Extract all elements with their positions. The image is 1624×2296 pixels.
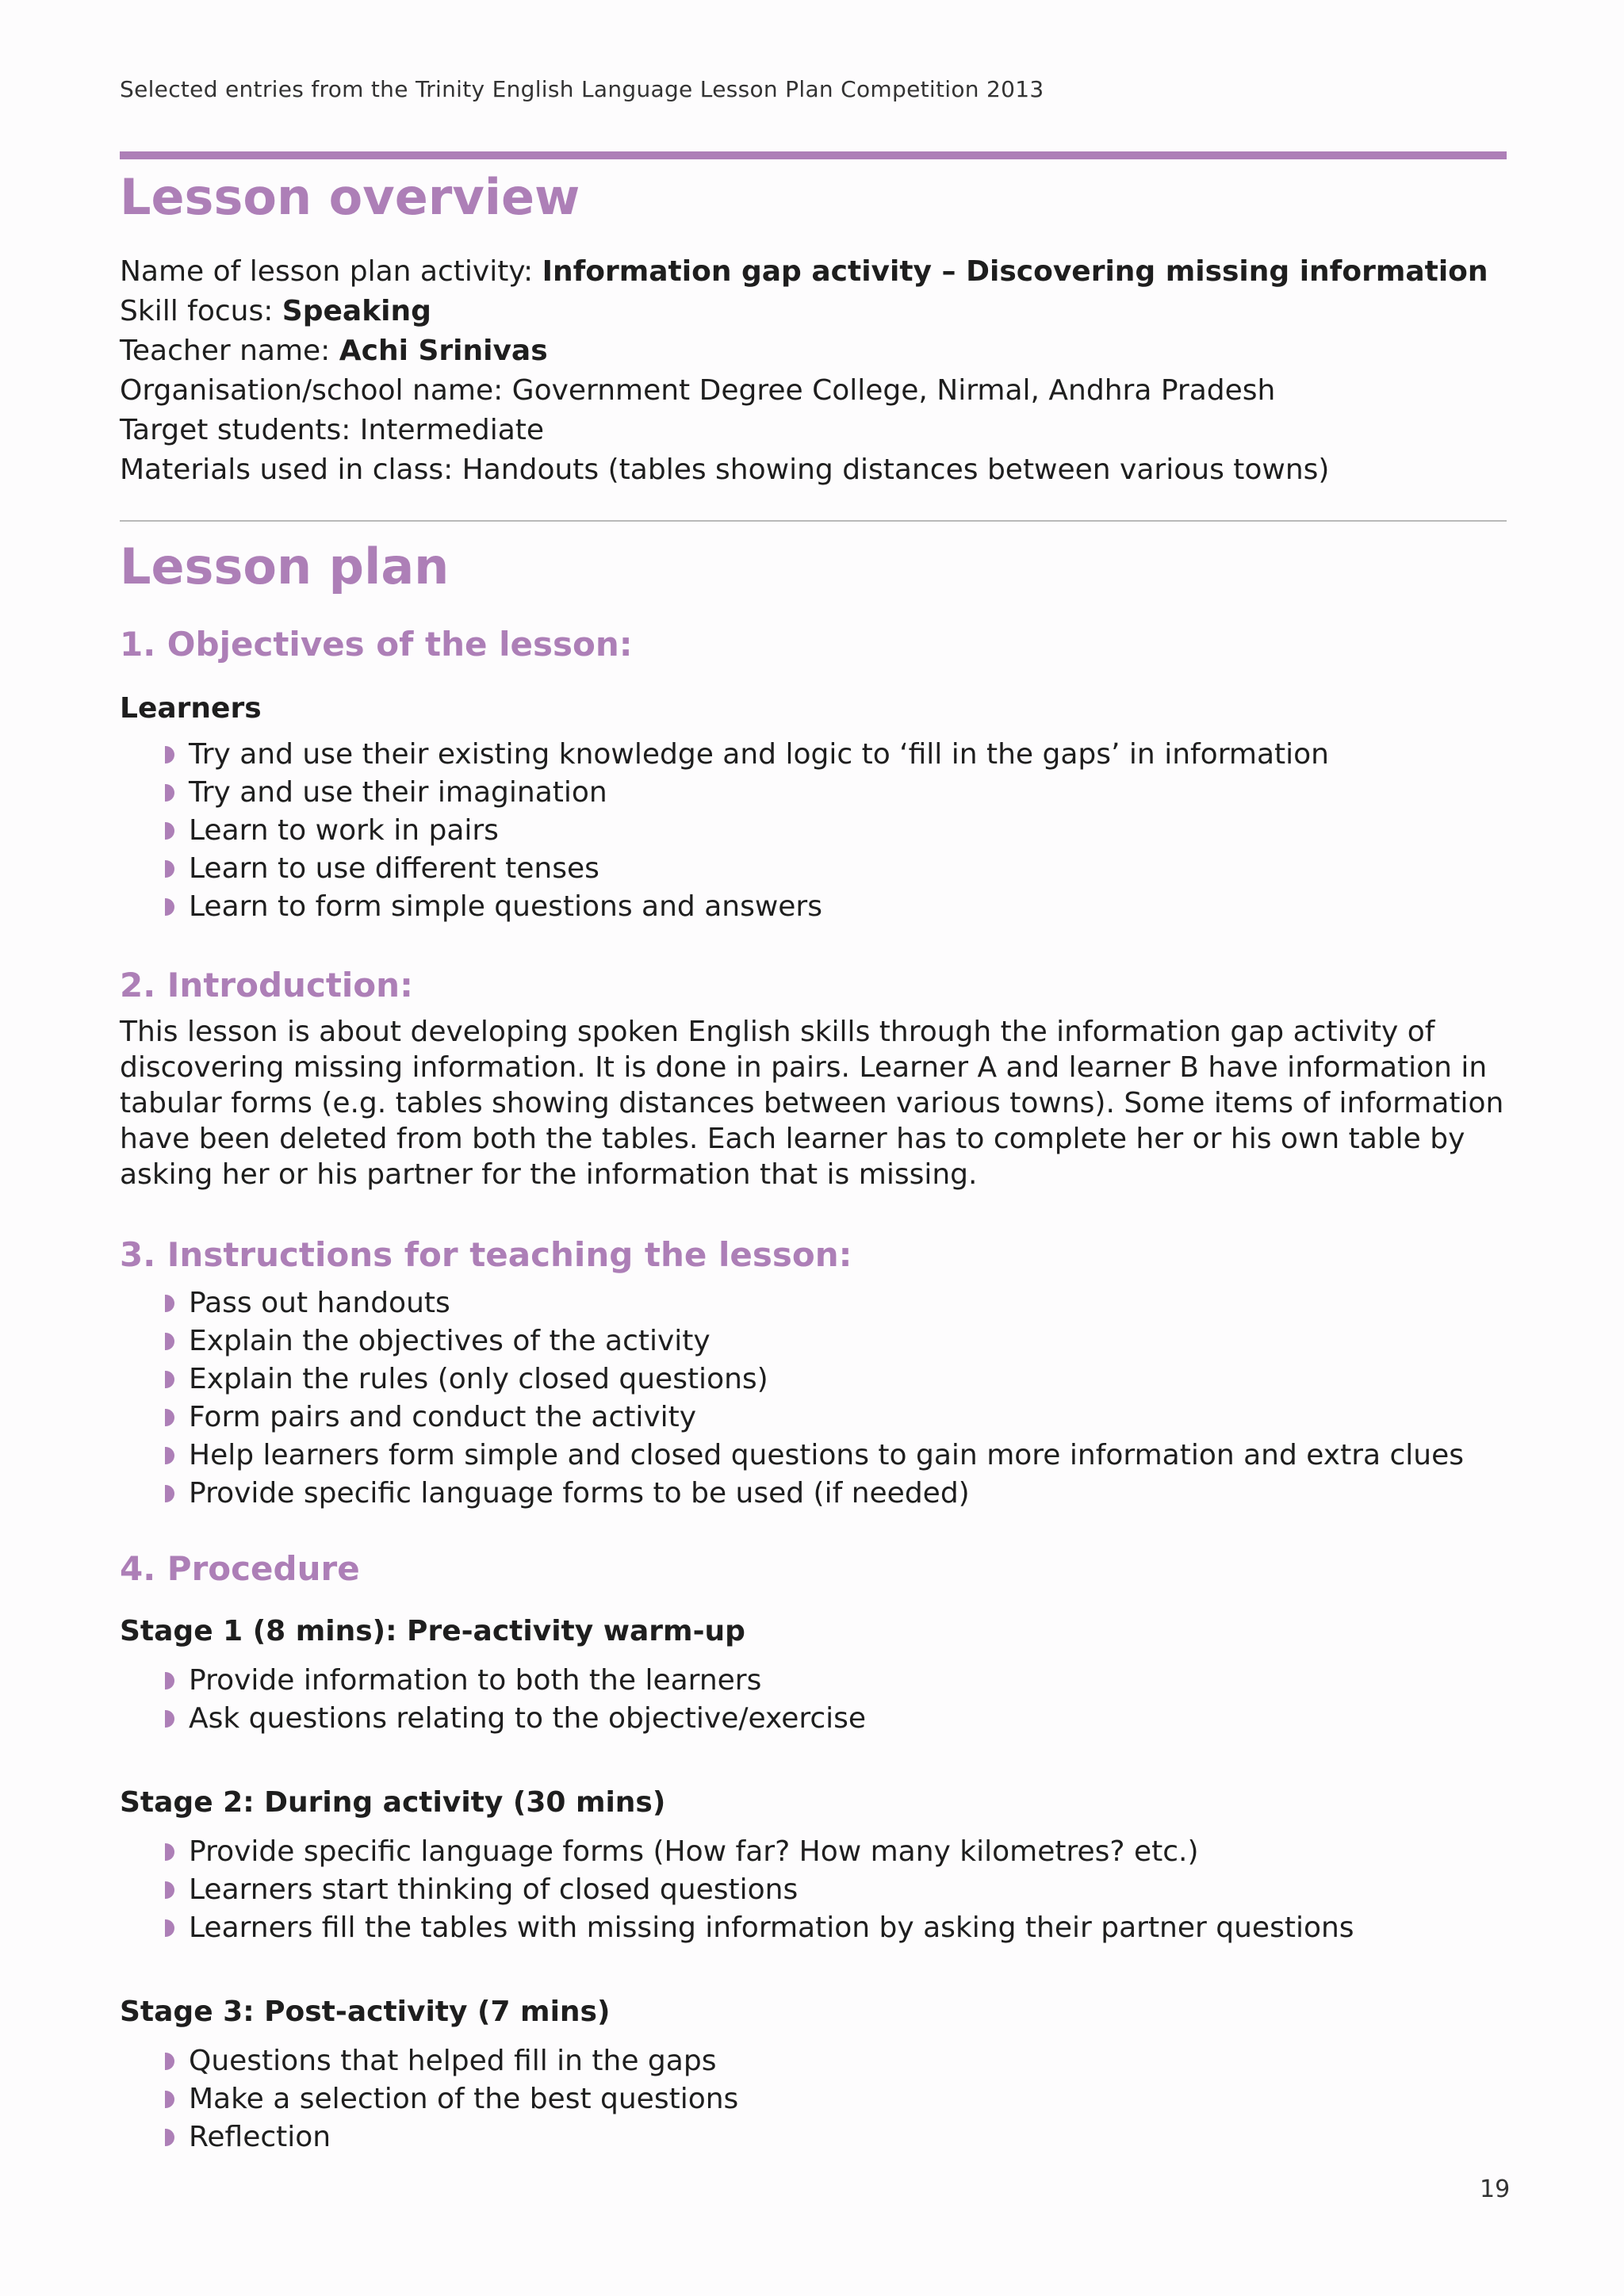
materials-text: Materials used in class: Handouts (tables showing distances between various towns)	[120, 453, 1330, 486]
bullet-icon	[165, 1409, 174, 1426]
bullet-icon	[165, 746, 174, 763]
bullet-icon	[165, 2091, 174, 2108]
list-item: Form pairs and conduct the activity	[162, 1399, 1464, 1437]
bullet-icon	[165, 822, 174, 840]
list-item: Ask questions relating to the objective/exercise	[162, 1700, 866, 1738]
page-number: 19	[1480, 2175, 1511, 2203]
list-item: Learn to use different tenses	[162, 850, 1329, 888]
list-item: Explain the rules (only closed questions)	[162, 1360, 1464, 1399]
bullet-icon	[165, 1672, 174, 1689]
bullet-icon	[165, 1485, 174, 1502]
bullet-icon	[165, 2053, 174, 2070]
lesson-overview-title: Lesson overview	[120, 168, 580, 226]
bullet-icon	[165, 860, 174, 878]
list-item: Make a selection of the best questions	[162, 2080, 738, 2118]
introduction-heading: 2. Introduction:	[120, 966, 413, 1004]
list-item: Learners start thinking of closed questions	[162, 1871, 1354, 1909]
bullet-icon	[165, 2129, 174, 2146]
target-students-line	[120, 411, 1507, 450]
organisation-text: Organisation/school name: Government Degree College, Nirmal, Andhra Pradesh	[120, 374, 1276, 407]
learners-label: Learners	[120, 692, 262, 725]
bullet-icon	[165, 1843, 174, 1861]
list-item: Provide information to both the learners	[162, 1662, 866, 1700]
target-students-text: Target students: Intermediate	[120, 414, 545, 446]
list-item: Learn to work in pairs	[162, 812, 1329, 850]
list-item: Questions that helped fill in the gaps	[162, 2042, 738, 2080]
bullet-icon	[165, 898, 174, 916]
stage-3-label: Stage 3: Post-activity (7 mins)	[120, 1996, 611, 2028]
teacher-name-label: Teacher name:	[120, 335, 339, 367]
bullet-icon	[165, 1919, 174, 1937]
stage-2-label: Stage 2: During activity (30 mins)	[120, 1786, 666, 1819]
bullet-icon	[165, 1881, 174, 1899]
list-item: Provide specific language forms to be used (if needed)	[162, 1475, 1464, 1513]
teacher-name-value: Achi Srinivas	[339, 335, 548, 367]
section-divider	[120, 520, 1507, 522]
objectives-list	[162, 736, 1329, 926]
materials-line	[120, 450, 1507, 490]
list-item: Try and use their imagination	[162, 774, 1329, 812]
procedure-heading: 4. Procedure	[120, 1549, 360, 1588]
list-item: Learners fill the tables with missing information by asking their partner questions	[162, 1909, 1354, 1947]
list-item: Pass out handouts	[162, 1284, 1464, 1322]
lesson-overview-details	[120, 252, 1507, 490]
list-item: Reflection	[162, 2118, 738, 2156]
instructions-list	[162, 1284, 1464, 1513]
list-item: Try and use their existing knowledge and logic to ‘fill in the gaps’ in information	[162, 736, 1329, 774]
bullet-icon	[165, 1710, 174, 1728]
instructions-heading: 3. Instructions for teaching the lesson:	[120, 1235, 852, 1274]
top-accent-rule	[120, 151, 1507, 159]
organisation-line	[120, 371, 1507, 411]
activity-name-value: Information gap activity – Discovering missing information	[542, 255, 1488, 288]
bullet-icon	[165, 1371, 174, 1388]
skill-focus-line	[120, 292, 1507, 331]
list-item: Explain the objectives of the activity	[162, 1322, 1464, 1360]
stage-1-label: Stage 1 (8 mins): Pre-activity warm-up	[120, 1615, 745, 1647]
skill-focus-value: Speaking	[282, 295, 431, 327]
activity-name-line	[120, 252, 1507, 292]
lesson-plan-title: Lesson plan	[120, 538, 450, 595]
stage-3-list	[162, 2042, 738, 2156]
running-header: Selected entries from the Trinity English Language Lesson Plan Competition 2013	[120, 76, 1044, 102]
teacher-name-line	[120, 331, 1507, 371]
list-item: Provide specific language forms (How far? How many kilometres? etc.)	[162, 1833, 1354, 1871]
skill-focus-label: Skill focus:	[120, 295, 282, 327]
stage-1-list	[162, 1662, 866, 1738]
objectives-heading: 1. Objectives of the lesson:	[120, 625, 633, 664]
introduction-text: This lesson is about developing spoken English skills through the information gap activity of discovering missing information. It is done in pairs. Learner A and learner B have information in tabular forms (e.g. tables showing distances between various towns). Some items of information have been deleted from both the tables. Each learner has to complete her or his own table by asking her or his partner for the information that is missing.	[120, 1016, 1504, 1191]
list-item: Learn to form simple questions and answers	[162, 888, 1329, 926]
bullet-icon	[165, 784, 174, 802]
bullet-icon	[165, 1295, 174, 1312]
stage-2-list	[162, 1833, 1354, 1947]
activity-name-label: Name of lesson plan activity:	[120, 255, 542, 288]
bullet-icon	[165, 1333, 174, 1350]
list-item: Help learners form simple and closed questions to gain more information and extra clues	[162, 1437, 1464, 1475]
bullet-icon	[165, 1447, 174, 1464]
